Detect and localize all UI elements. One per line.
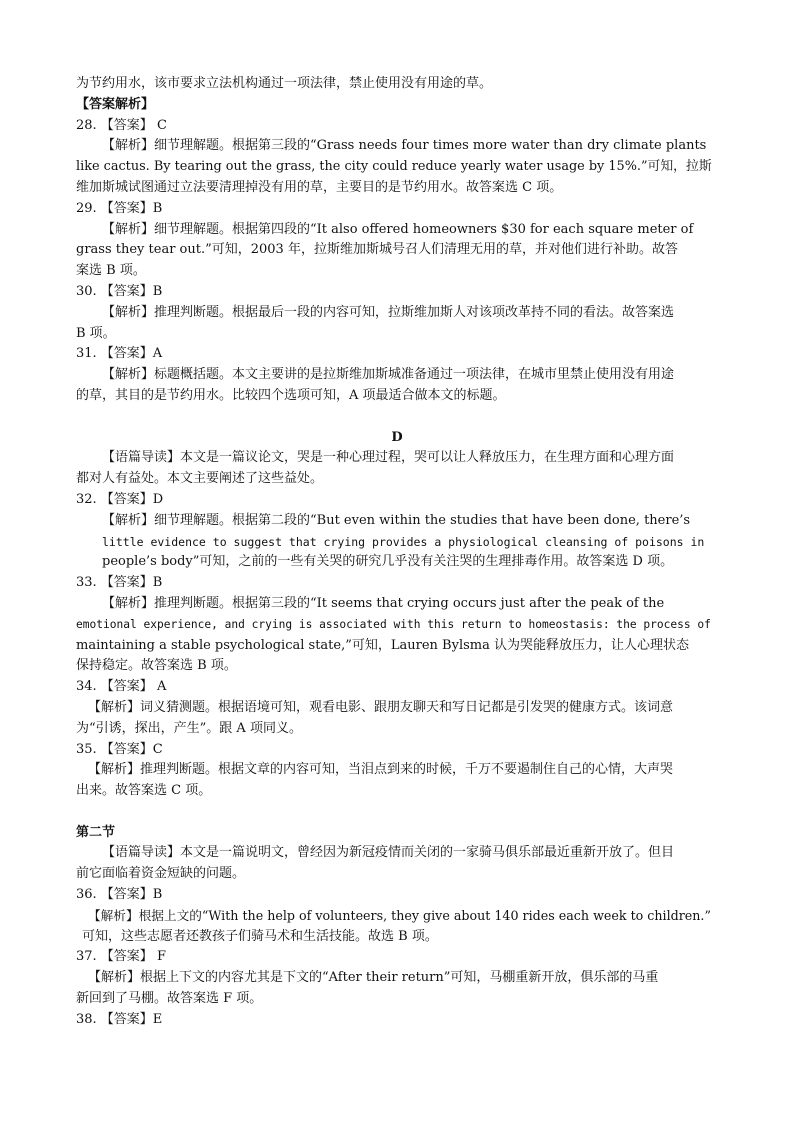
q28-answer: 28. 【答案】 C	[76, 117, 167, 133]
q29-explanation-line: 【解析】细节理解题。根据第四段的“It also offered homeowners $30 for each square meter of	[102, 221, 694, 237]
q37-explanation-line: 【解析】根据上下文的内容尤其是下文的“After their return”可知，马棚重新开放，俱乐部的马重	[88, 970, 659, 986]
q30-answer: 30. 【答案】B	[76, 283, 163, 299]
q28-explanation-line: like cactus. By tearing out the grass, the city could reduce yearly water usage by 15%.”可知，拉斯	[76, 159, 712, 175]
q31-answer: 31. 【答案】A	[76, 346, 163, 362]
q38-answer: 38. 【答案】E	[76, 1011, 163, 1027]
q34-explanation-line: 【解析】词义猜测题。根据语境可知，观看电影、跟朋友聊天和写日记都是引发哭的健康方式。该词意	[88, 699, 674, 715]
q31-explanation-line: 【解析】标题概括题。本文主要讲的是拉斯维加斯城准备通过一项法律，在城市里禁止使用没有用途	[102, 367, 675, 383]
q28-explanation-line: 【解析】细节理解题。根据第三段的“Grass needs four times more water than dry climate plants	[102, 138, 707, 154]
section-2-guide-line: 前它面临着资金短缺的问题。	[76, 866, 246, 882]
spacer	[76, 802, 718, 823]
q33-explanation-line: 保持稳定。故答案选 B 项。	[76, 658, 237, 674]
q35-answer: 35. 【答案】C	[76, 741, 163, 757]
q33-answer: 33. 【答案】B	[76, 575, 163, 591]
intro-line: 为节约用水，该市要求立法机构通过一项法律，禁止使用没有用途的草。	[76, 76, 493, 91]
q29-explanation-line: grass they tear out.”可知，2003 年，拉斯维加斯城号召人们清理无用的草，并对他们进行补助。故答	[76, 242, 678, 258]
q32-explanation-line: little evidence to suggest that crying provides a physiological cleansing of poisons in	[102, 534, 705, 549]
q33-explanation-line: emotional experience, and crying is associated with this return to homeostasis: the process of	[76, 617, 711, 631]
q33-explanation-line: 【解析】推理判断题。根据第三段的“It seems that crying occurs just after the peak of the	[102, 595, 665, 611]
section-d-guide-line: 【语篇导读】本文是一篇议论文，哭是一种心理过程，哭可以让人释放压力，在生理方面和心理方面	[102, 450, 675, 466]
q29-explanation-line: 案选 B 项。	[76, 263, 146, 279]
q36-explanation-line: 可知，这些志愿者还教孩子们骑马术和生活技能。故选 B 项。	[82, 928, 438, 944]
section-2-title: 第二节	[76, 824, 116, 840]
q34-answer: 34. 【答案】 A	[76, 679, 167, 695]
q35-explanation-line: 【解析】推理判断题。根据文章的内容可知，当泪点到来的时候，千万不要遏制住自己的心情，大声哭	[88, 762, 674, 778]
q37-answer: 37. 【答案】 F	[76, 949, 166, 965]
q36-answer: 36. 【答案】B	[76, 887, 163, 903]
q34-explanation-line: 为“引诱，探出，产生”。跟 A 项同义。	[76, 720, 302, 736]
section-2-guide-line: 【语篇导读】本文是一篇说明文，曾经因为新冠疫情而关闭的一家骑马俱乐部最近重新开放了。但目	[102, 845, 675, 861]
q32-explanation-line: 【解析】细节理解题。根据第二段的“But even within the studies that have been done, there’s	[102, 512, 691, 528]
answer-heading: 【答案解析】	[76, 96, 155, 112]
section-d-title: D	[391, 429, 403, 445]
q36-explanation-line: 【解析】根据上文的“With the help of volunteers, they give about 140 rides each week to children.”	[88, 907, 711, 923]
q29-answer: 29. 【答案】B	[76, 200, 163, 216]
q33-explanation-line: maintaining a stable psychological state,”可知，Lauren Bylsma 认为哭能释放压力，让人心理状态	[76, 637, 689, 653]
spacer	[76, 407, 718, 428]
q32-answer: 32. 【答案】D	[76, 491, 164, 507]
q28-explanation-line: 维加斯城试图通过立法要清理掉没有用的草，主要目的是节约用水。故答案选 C 项。	[76, 179, 563, 195]
q32-explanation-line: people’s body”可知，之前的一些有关哭的研究几乎没有关注哭的生理排毒作用。故答案选 D 项。	[102, 554, 674, 570]
q30-explanation-line: 【解析】推理判断题。根据最后一段的内容可知，拉斯维加斯人对该项改革持不同的看法。故答案选	[102, 304, 675, 320]
q37-explanation-line: 新回到了马棚。故答案选 F 项。	[76, 991, 263, 1007]
document-page	[76, 74, 718, 1031]
section-d-guide-line: 都对人有益处。本文主要阐述了这些益处。	[76, 471, 324, 487]
q30-explanation-line: B 项。	[76, 325, 116, 341]
q31-explanation-line: 的草，其目的是节约用水。比较四个选项可知，A 项最适合做本文的标题。	[76, 387, 506, 403]
q35-explanation-line: 出来。故答案选 C 项。	[76, 783, 212, 799]
